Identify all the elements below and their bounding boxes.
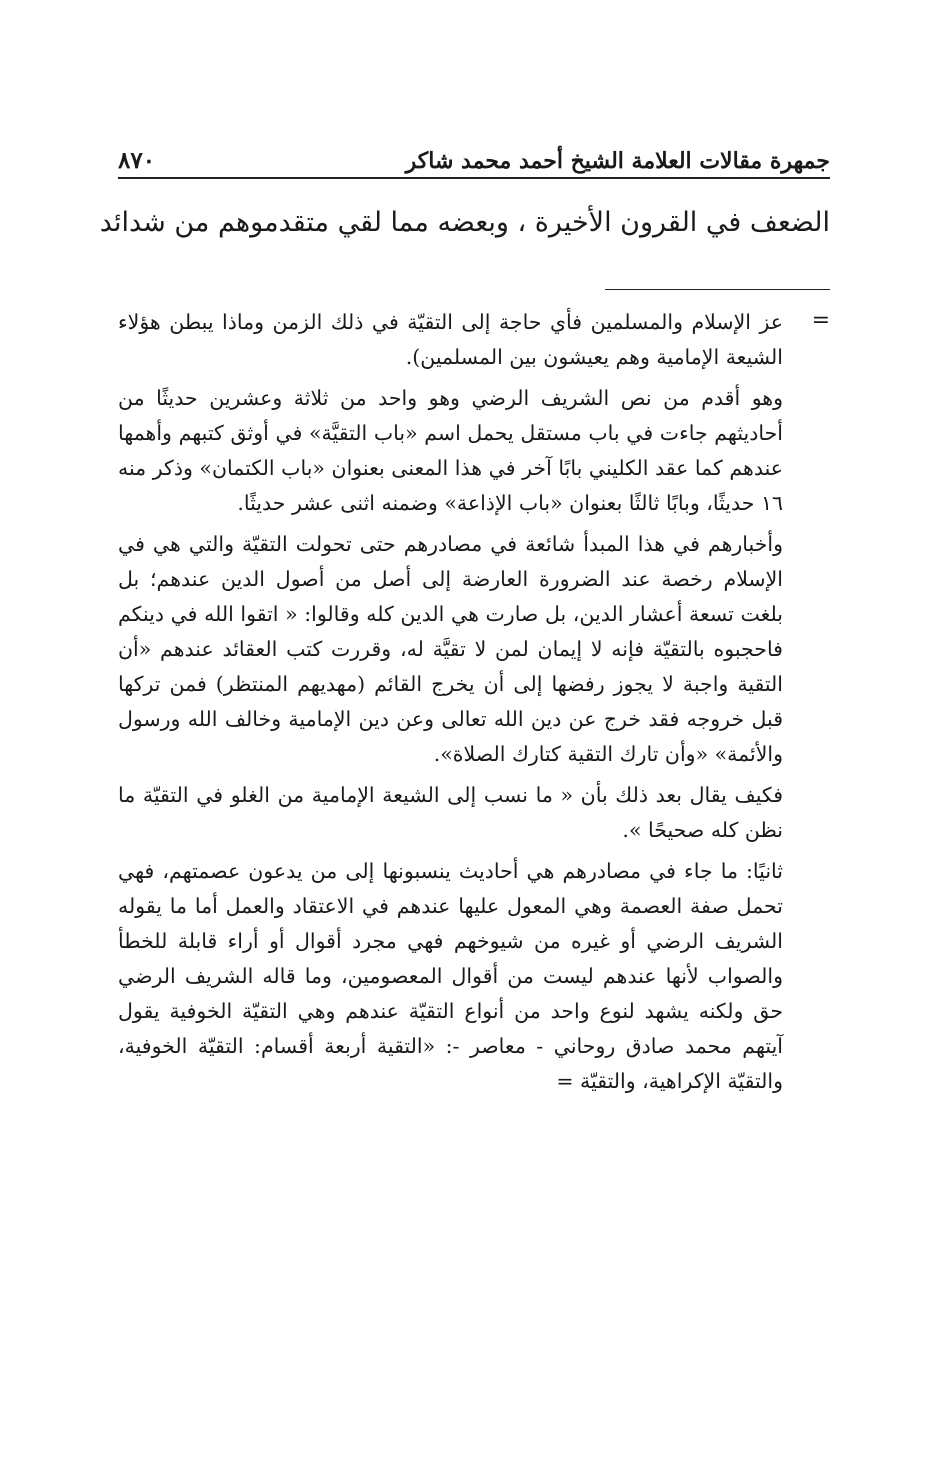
footnote-continuation-mark: = [811, 308, 830, 333]
footnote-paragraph: ثانيًا: ما جاء في مصادرهم هي أحاديث ينسبونها إلى من يدعون عصمتهم، فهي تحمل صفة العصمة وهي المعول عليها عندهم في الاعتقاد والعمل أما ما يقوله الشريف الرضي أو غيره من شيوخهم فهي مجرد أقوال أو أراء قابلة للخطأ والصواب لأنها عندهم ليست من أقوال المعصومين، وما قاله الشريف الرضي حق ولكنه يشهد لنوع واحد من أنواع التقيّة عندهم وهي التقيّة الخوفية يقول آيتهم محمد صادق روحاني - معاصر -: «التقية أربعة أقسام: التقيّة الخوفية، والتقيّة الإكراهية، والتقيّة = [118, 859, 783, 1093]
header-rule [118, 177, 830, 179]
header-title: جمهرة مقالات العلامة الشيخ أحمد محمد شاكر [405, 148, 830, 174]
footnote-paragraph: وهو أقدم من نص الشريف الرضي وهو واحد من ثلاثة وعشرين حديثًا من أحاديثهم جاءت في باب مستقل يحمل اسم «باب التقيَّة» في أوثق كتبهم وأهمها عندهم كما عقد الكليني بابًا آخر في هذا المعنى بعنوان «باب الكتمان» وذكر منه ١٦ حديثًا، وبابًا ثالثًا بعنوان «باب الإذاعة» وضمنه اثنى عشر حديثًا. [118, 386, 783, 515]
footnote-separator [605, 289, 830, 290]
footnote-paragraph: عز الإسلام والمسلمين فأي حاجة إلى التقيّة في ذلك الزمن وماذا يبطن هؤلاء الشيعة الإمامية وهم يعيشون بين المسلمين). [118, 310, 783, 369]
footnote-block [118, 305, 783, 1105]
footnote-paragraph: فكيف يقال بعد ذلك بأن « ما نسب إلى الشيعة الإمامية من الغلو في التقيّة ما نظن كله صحيحًا ». [118, 783, 783, 842]
page-number: ٨٧٠ [118, 147, 156, 174]
footnote-paragraph: وأخبارهم في هذا المبدأ شائعة في مصادرهم حتى تحولت التقيّة والتي هي في الإسلام رخصة عند الضرورة العارضة إلى أصل من أصول الدين عندهم؛ بل بلغت تسعة أعشار الدين، بل صارت هي الدين كله وقالوا: « اتقوا الله في دينكم فاحجبوه بالتقيّة فإنه لا إيمان لمن لا تقيَّة له، وقررت كتب العقائد عندهم «أن التقية واجبة لا يجوز رفضها إلى أن يخرج القائم (مهديهم المنتظر) فمن تركها قبل خروجه فقد خرج عن دين الله تعالى وعن دين الإمامية وخالف الله ورسول والأئمة» «وأن تارك التقية كتارك الصلاة». [118, 532, 783, 766]
running-header [118, 124, 830, 174]
main-text: الضعف في القرون الأخيرة ، وبعضه مما لقي متقدموهم من شدائد [99, 207, 830, 238]
